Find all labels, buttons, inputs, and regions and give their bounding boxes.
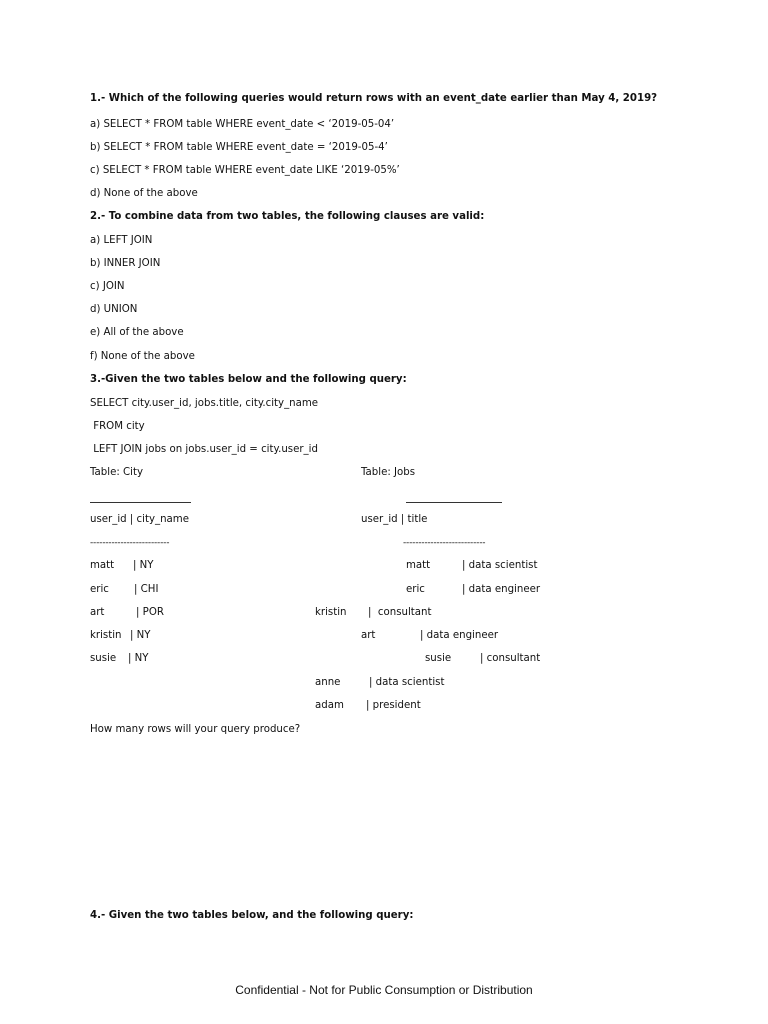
jobs-row-title: | president [366,700,421,711]
city-table-separator: -------------------------- [90,538,170,548]
jobs-row-user: kristin [315,607,347,618]
jobs-row-user: susie [425,653,452,664]
city-row-user: susie [90,653,117,664]
city-row-user: eric [90,584,109,595]
jobs-table-label: Table: Jobs [361,467,416,478]
jobs-table-header: user_id | title [361,514,428,525]
jobs-row-user: matt [406,560,431,571]
jobs-row-user: eric [406,584,425,595]
city-row-city: | NY [133,560,154,571]
q3-query-line-2: FROM city [90,421,145,432]
jobs-table-underline [406,502,502,503]
q4-question: 4.- Given the two tables below, and the following query: [90,910,414,921]
jobs-table-separator: --------------------------- [403,538,486,548]
city-row-user: art [90,607,105,618]
jobs-row-title: | consultant [368,607,432,618]
city-table-header: user_id | city_name [90,514,189,525]
city-row-city: | POR [136,607,164,618]
q3-query-line-3: LEFT JOIN jobs on jobs.user_id = city.user_id [90,444,318,455]
jobs-row-title: | data engineer [462,584,541,595]
jobs-row-user: art [361,630,376,641]
q1-option-c: c) SELECT * FROM table WHERE event_date LIKE ‘2019-05%’ [90,165,400,176]
jobs-row-user: adam [315,700,344,711]
city-row-city: | NY [128,653,149,664]
q3-question: 3.-Given the two tables below and the following query: [90,374,407,385]
jobs-row-user: anne [315,677,341,688]
jobs-row-title: | data engineer [420,630,499,641]
city-row-user: matt [90,560,115,571]
q2-option-f: f) None of the above [90,351,195,362]
q3-query-line-1: SELECT city.user_id, jobs.title, city.city_name [90,398,319,409]
q2-option-b: b) INNER JOIN [90,258,161,269]
q1-option-d: d) None of the above [90,188,198,199]
q2-option-e: e) All of the above [90,327,184,338]
jobs-row-title: | consultant [480,653,541,664]
q2-option-d: d) UNION [90,304,138,315]
q2-option-c: c) JOIN [90,281,125,292]
city-row-city: | NY [130,630,151,641]
city-row-user: kristin [90,630,122,641]
q1-option-a: a) SELECT * FROM table WHERE event_date < ‘2019-05-04’ [90,119,395,130]
jobs-row-title: | data scientist [369,677,445,688]
jobs-row-title: | data scientist [462,560,538,571]
city-table-label: Table: City [90,467,143,478]
q2-question: 2.- To combine data from two tables, the following clauses are valid: [90,211,485,222]
q1-option-b: b) SELECT * FROM table WHERE event_date = ‘2019-05-4’ [90,142,388,153]
q3-followup: How many rows will your query produce? [90,724,301,735]
q1-question: 1.- Which of the following queries would return rows with an event_date earlier than May 4, 2019? [90,93,658,104]
confidential-footer: Confidential - Not for Public Consumption or Distribution [235,983,533,997]
q2-option-a: a) LEFT JOIN [90,235,153,246]
city-table-underline [90,502,191,503]
city-row-city: | CHI [134,584,159,595]
